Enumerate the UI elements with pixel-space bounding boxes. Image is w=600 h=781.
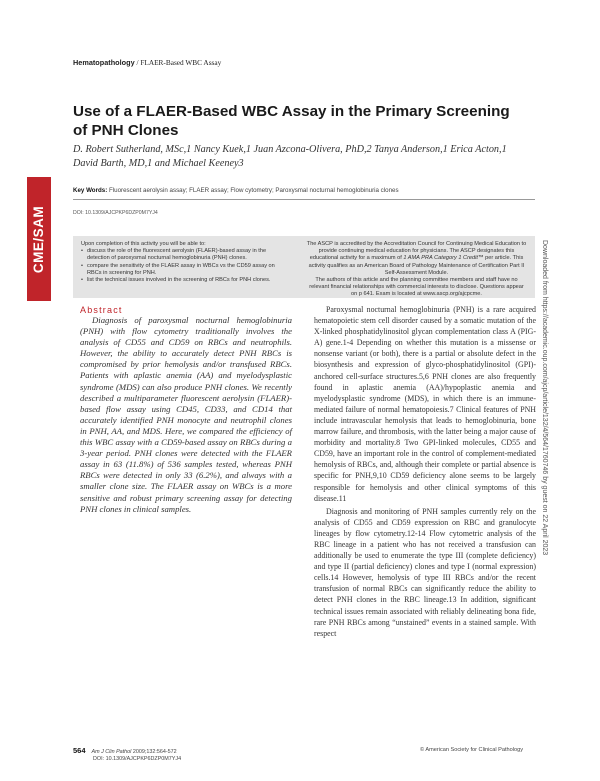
accreditation-text-2: per article. This activity qualifies as an American Board of Pathology Maintenance of Certification Part II Self-Assessment Module. <box>308 255 525 276</box>
accreditation-text: The ASCP is accredited by the Accreditation Council for Continuing Medical Education to provide continuing medical education for physicians. The ASCP designates this educational activity for a maximum of <box>306 241 527 262</box>
running-head-separator: / <box>134 58 141 67</box>
author-list: D. Robert Sutherland, MSc,1 Nancy Kuek,1 Juan Azcona-Olivera, PhD,2 Tanya Anderson,1 Erica Acton,1 David Barth, MD,1 and Michael Keeney3 <box>73 144 507 169</box>
abstract-heading: Abstract <box>80 305 123 315</box>
keywords-label: Key Words: <box>73 187 108 194</box>
body-text <box>314 304 536 641</box>
objectives-list <box>81 248 290 284</box>
abstract-text: Diagnosis of paroxysmal nocturnal hemoglobinuria (PNH) with flow cytometry traditionally involves the analysis of CD55 and CD59 on RBCs and neutrophils. However, the ability to accurately detect PNH RBCs is compromised by prior hemolysis and/or transfused RBCs. Patients with aplastic anemia (AA) and myelodysplastic syndrome (MDS) can also produce PNH clones. We recently described a multiparameter fluorescent aerolysin (FLAER)-based flow assay using CD45, CD33, and CD14 that accurately identified PNH monocyte and neutrophil clones in PNH, AA, and MDS. Here, we compared the efficiency of this WBC assay with a CD59-based assay on RBCs during a 3-year period. PNH clones were detected with the FLAER assay in 63 (11.8%) of 536 samples tested, whereas PNH RBCs were detected in only 33 (6.2%), and always with a smaller clone size. The FLAER assay on WBCs is a more sensitive and robust primary screening assay for detecting PNH clones in clinical samples. <box>80 315 292 514</box>
credit-designation: 1 AMA PRA Category 1 Credit™ <box>401 255 484 262</box>
cme-box <box>73 236 535 298</box>
disclosure-paragraph: The authors of this article and the planning committee members and staff have no relevant financial relationships with commercial interests to disclose. Questions appear on p 641. Exam is located at www.ascp.org/ajcpcme. <box>309 277 524 298</box>
objective-item: • discuss the role of the fluorescent aerolysin (FLAER)-based assay in the detection of paroxysmal nocturnal hemoglobinuria (PNH) clones. <box>81 248 290 262</box>
objective-item: • list the technical issues involved in the screening of RBCs for PNH clones. <box>81 277 290 284</box>
objectives-intro: Upon completion of this activity you will be able to: <box>81 241 206 247</box>
download-notice <box>541 240 555 570</box>
download-notice-text: Downloaded from https://academic.oup.com/ajcp/article/132/4/564/1760746 by guest on 22 April 2023 <box>541 240 548 556</box>
journal-name: Am J Clin Pathol <box>91 749 132 755</box>
running-head <box>73 58 221 67</box>
accreditation-paragraph <box>306 241 527 277</box>
learning-objectives <box>73 236 298 298</box>
body-paragraph: Paroxysmal nocturnal hemoglobinuria (PNH) is a rare acquired hematopoietic stem cell disorder caused by a somatic mutation of the X-linked phosphatidylinositol glycan complementation class A (PIG-A) gene.1-4 Depending on whether this mutation is a missense or nonsense variant (or both), there is a partial or absolute defect in the biosynthesis and expression of glyco-phosphatidylinositol (GPI)-anchored cell-surface structures.5,6 PNH clones are also frequently found in aplastic anemia (AA)/hypoplastic anemia and myelodysplastic syndrome (MDS), in which there is an immune-mediated failure of normal hematopoiesis.7 Clinical features of PNH include intravascular hemolysis that leads to hemoglobinuria, bone marrow failure, and thrombosis, with the latter being a major cause of morbidity and mortality.8 Two GPI-linked molecules, CD55 and CD59, have an important role in the control of complement-mediated hemolysis of RBCs, and, although their complete or partial absence is specific for PNH,9,10 CD59 deficiency alone seems to be largely responsible for hemolysis and other clinical symptoms of this disease.11 <box>314 305 536 503</box>
running-head-subtitle: FLAER-Based WBC Assay <box>140 58 222 67</box>
cme-sam-tab <box>27 177 51 301</box>
copyright: © American Society for Clinical Pathology <box>420 747 523 753</box>
footer-doi: DOI: 10.1309/AJCPKP6DZP0M7YJ4 <box>93 756 182 762</box>
objective-item: • compare the sensitivity of the FLAER assay in WBCs vs the CD59 assay on RBCs in screening for PNH. <box>81 263 290 277</box>
doi-top: DOI: 10.1309/AJCPKP6DZP0M7YJ4 <box>73 210 158 216</box>
section-name: Hematopathology <box>73 58 135 67</box>
keywords-text: Fluorescent aerolysin assay; FLAER assay; Flow cytometry; Paroxysmal nocturnal hemoglobinuria clones <box>107 187 399 194</box>
page-number: 564 <box>73 746 86 755</box>
accreditation-statement <box>298 236 535 298</box>
cme-sam-label: CME/SAM <box>31 205 47 273</box>
footer <box>73 747 181 763</box>
keywords <box>73 186 535 200</box>
citation: 2009;132:564-572 <box>131 749 177 755</box>
article-title: Use of a FLAER-Based WBC Assay in the Primary Screening of PNH Clones <box>73 103 510 139</box>
footer-citation <box>73 747 181 756</box>
body-paragraph: Diagnosis and monitoring of PNH samples currently rely on the analysis of CD55 and CD59 expression on RBC and granulocyte lineages by flow cytometry.12-14 Flow cytometric analysis of the RBC lineage in a patient who has not received a transfusion can additionally be used to enumerate the type III (complete deficiency) and type II (partial deficiency) clones and type I (normal expression) cells.14 However, hemolysis of type III RBCs and/or the recent transfusion of normal RBCs can significantly reduce the ability to detect PNH clones in the RBC lineage.13 In addition, significant technical issues remain associated with reliably delineating bona fide, rare PNH RBCs among “unstained” events in a stained sample. With respect <box>314 506 536 638</box>
